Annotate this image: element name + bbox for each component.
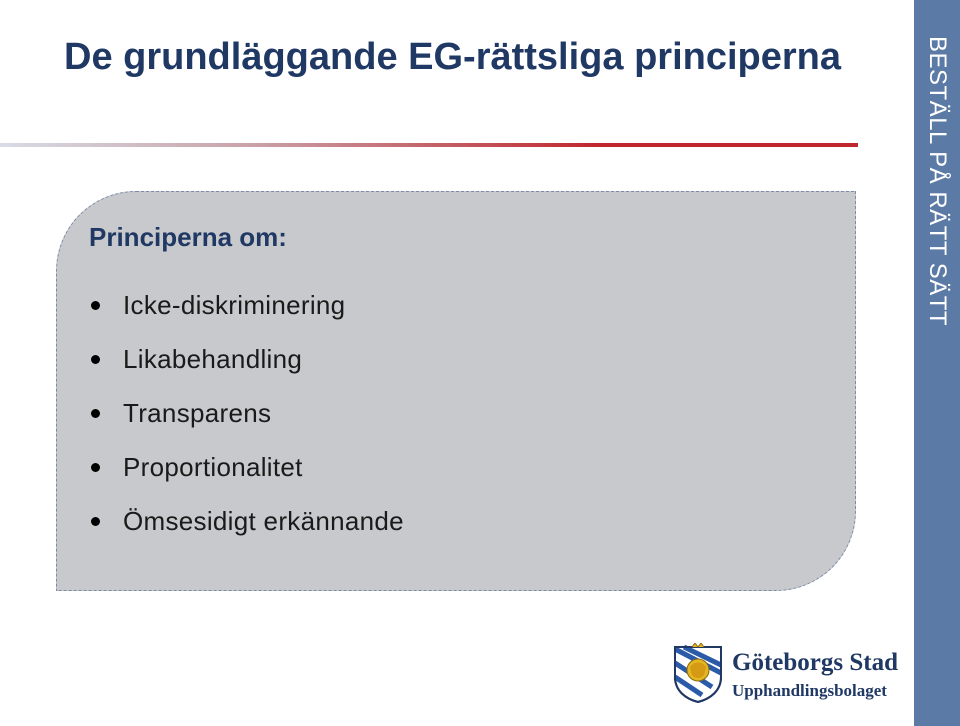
list-item-label: Likabehandling: [123, 344, 303, 374]
list-item-label: Transparens: [123, 398, 272, 428]
goteborg-coat-of-arms-icon: [672, 643, 724, 703]
list-item-label: Icke-diskriminering: [123, 290, 346, 320]
panel-heading: Principerna om:: [89, 222, 287, 252]
logo-subtitle: Upphandlingsbolaget: [732, 681, 887, 700]
bullet-icon: [91, 517, 100, 526]
list-item-label: Proportionalitet: [123, 452, 303, 482]
slide-title: De grundläggande EG-rättsliga principerna: [64, 36, 842, 78]
list-item: [89, 494, 404, 548]
list-item-label: Ömsesidigt erkännande: [123, 506, 404, 536]
list-item: [89, 332, 404, 386]
logo-name: Göteborgs Stad: [732, 649, 898, 676]
bullet-icon: [91, 463, 100, 472]
list-item: [89, 440, 404, 494]
principles-list: [89, 278, 404, 548]
bullet-icon: [91, 355, 100, 364]
title-divider: [0, 143, 858, 147]
company-logo: [672, 643, 902, 707]
side-band-text: BESTÄLL PÅ RÄTT SÄTT: [924, 36, 951, 327]
list-item: [89, 278, 404, 332]
list-item: [89, 386, 404, 440]
bullet-icon: [91, 301, 100, 310]
content-panel: [56, 191, 856, 591]
bullet-icon: [91, 409, 100, 418]
